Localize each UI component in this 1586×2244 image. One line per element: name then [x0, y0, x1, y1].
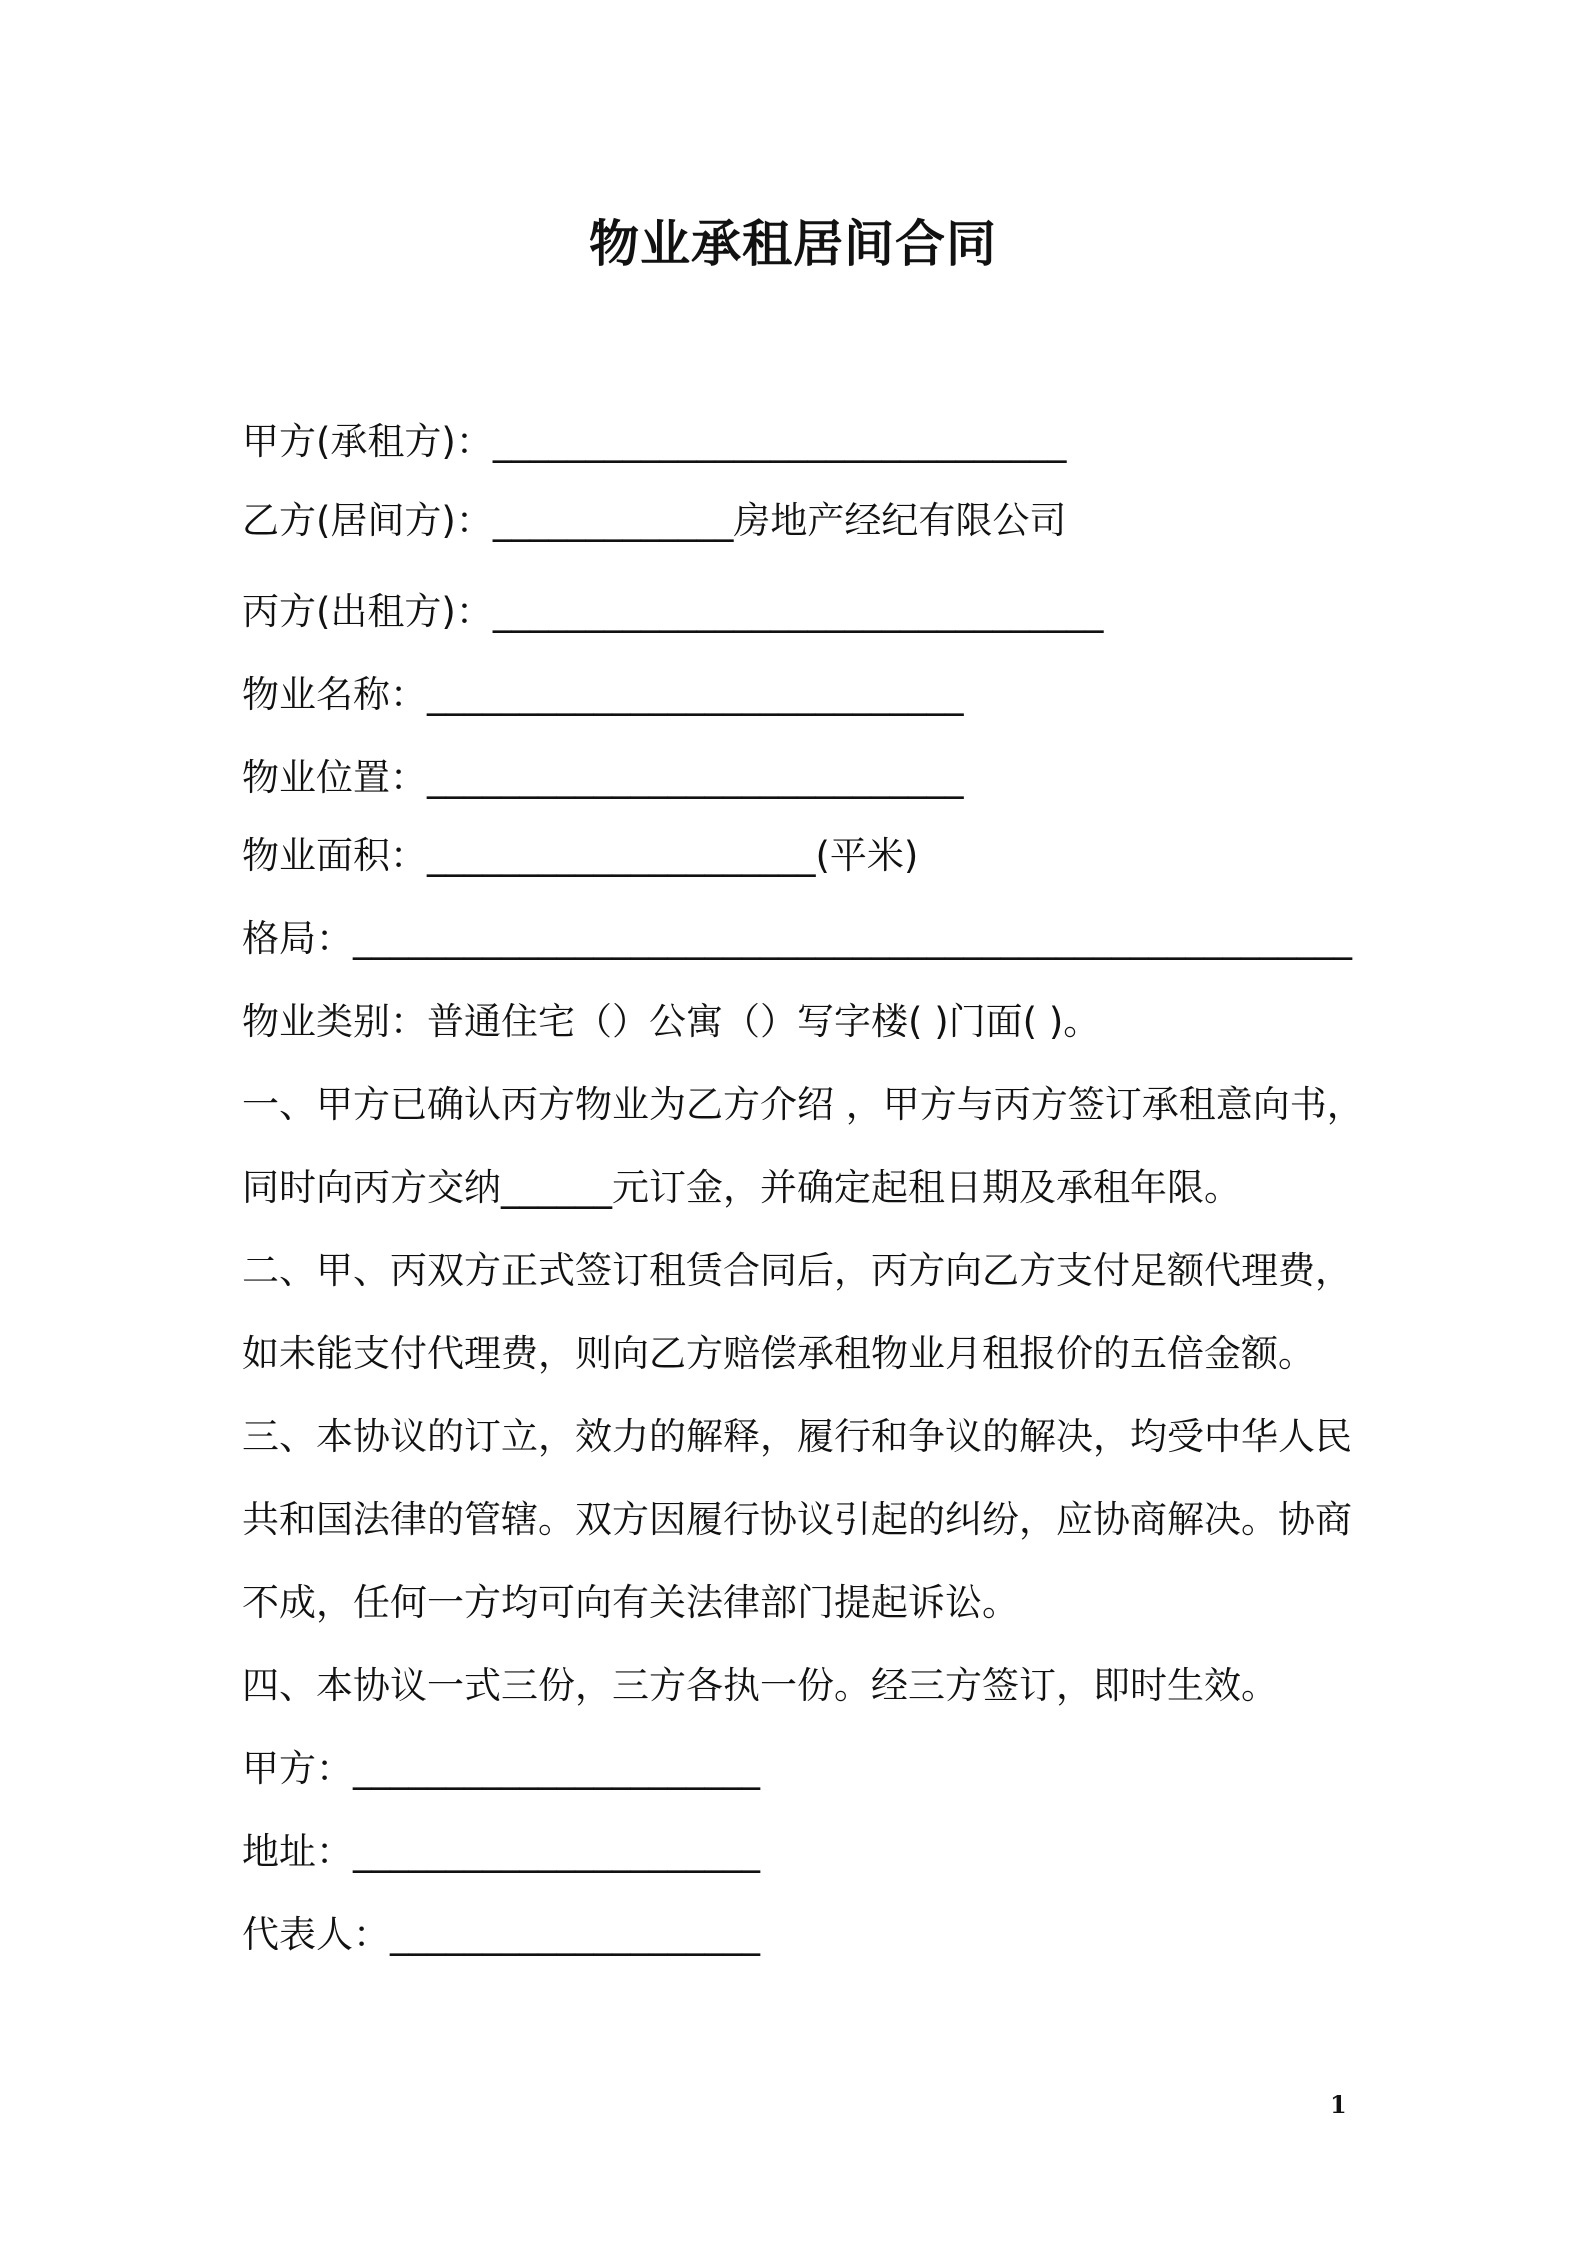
landlord-party-line: 丙方(出租方)：_________________________________	[242, 590, 1104, 633]
signature-representative-line: 代表人：____________________	[242, 1913, 760, 1956]
clause-three-line-3: 不成，任何一方均可向有关法律部门提起诉讼。	[242, 1581, 1019, 1624]
property-area-line: 物业面积：_____________________(平米)	[242, 834, 919, 877]
clause-one-line-2: 同时向丙方交纳______元订金，并确定起租日期及承租年限。	[242, 1166, 1241, 1209]
clause-two-line-2: 如未能支付代理费，则向乙方赔偿承租物业月租报价的五倍金额。	[242, 1332, 1315, 1375]
tenant-party-line: 甲方(承租方)：_______________________________	[242, 420, 1067, 463]
clause-four-line: 四、本协议一式三份，三方各执一份。经三方签订，即时生效。	[242, 1664, 1278, 1707]
signature-address-line: 地址：______________________	[242, 1830, 760, 1873]
clause-three-line-2: 共和国法律的管辖。双方因履行协议引起的纠纷，应协商解决。协商	[242, 1498, 1352, 1541]
document-title: 物业承租居间合同	[589, 215, 997, 273]
property-name-line: 物业名称：_____________________________	[242, 673, 964, 716]
page-number: 1	[1330, 2090, 1347, 2119]
clause-three-line-1: 三、本协议的订立，效力的解释，履行和争议的解决，均受中华人民	[242, 1415, 1352, 1458]
clause-two-line-1: 二、甲、丙双方正式签订租赁合同后，丙方向乙方支付足额代理费，	[242, 1249, 1352, 1292]
property-category-line: 物业类别：普通住宅（）公寓（）写字楼( )门面( )。	[242, 1000, 1101, 1043]
property-location-line: 物业位置：_____________________________	[242, 756, 964, 799]
signature-party-a-line: 甲方：______________________	[242, 1747, 760, 1790]
clause-one-line-1: 一、甲方已确认丙方物业为乙方介绍 ，甲方与丙方签订承租意向书，	[242, 1083, 1364, 1126]
intermediary-party-line: 乙方(居间方)：_____________房地产经纪有限公司	[242, 499, 1067, 542]
layout-line: 格局：______________________________________________________	[242, 917, 1352, 960]
